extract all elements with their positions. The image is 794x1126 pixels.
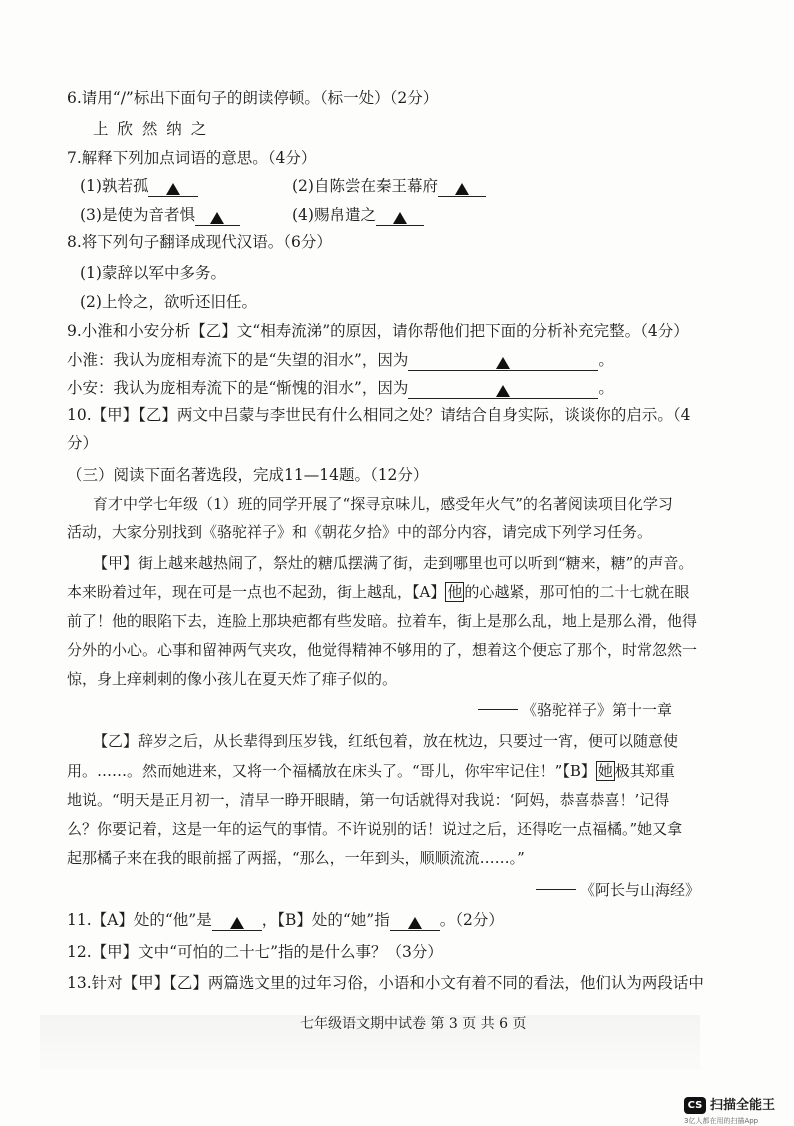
triangle-icon [230,917,244,929]
q8-item-1: (1)蒙辞以军中多务。 [80,264,226,282]
answer-blank[interactable] [408,381,598,399]
triangle-icon [455,183,469,195]
question-9: 9.小淮和小安分析【乙】文“相寿流涕”的原因，请你帮他们把下面的分析补充完整。（4分） [67,322,689,340]
passage-yi-line: 【乙】辞岁之后，从长辈得到压岁钱，红纸包着，放在枕边，只要过一宵，便可以随意使 [93,732,679,750]
passage-yi-line: 起那橘子来在我的眼前摇了两摇，“那么，一年到头，顺顺流流……。” [67,849,525,867]
answer-blank[interactable] [390,913,440,931]
passage-yi-line: 么？你要记着，这是一年的运气的事情。不许说别的话！说过之后，还得吃一点福橘。”她又拿 [67,820,683,838]
passage-jia-source: 《骆驼祥子》第十一章 [478,700,672,720]
q7-item-2: (2)自陈尝在秦王幕府 [292,176,486,197]
passage-jia-line: 分外的小心。心事和留神两气夹攻，他觉得精神不够用的了，想着这个便忘了那个，时常忽然一 [67,641,698,659]
section-3-intro: 育才中学七年级（1）班的同学开展了“探寻京味儿，感受年火气”的名著阅读项目化学习 [93,495,673,513]
question-13: 13.针对【甲】【乙】两篇选文里的过年习俗，小语和小文有着不同的看法，他们认为两段话中 [67,974,704,992]
question-6-sentence: 上 欣 然 纳 之 [93,120,209,138]
question-12: 12.【甲】文中“可怕的二十七”指的是什么事？（3分） [67,943,443,961]
q8-item-2: (2)上怜之，欲听还旧任。 [80,293,257,311]
page-footer: 七年级语文期中试卷 第 3 页 共 6 页 [300,1016,527,1032]
section-3-title: （三）阅读下面名著选段，完成11—14题。（12分） [67,466,429,484]
q9-an: 小安：我认为庞相寿流下的是“惭愧的泪水”，因为 。 [67,379,614,397]
answer-blank[interactable] [195,208,240,226]
answer-blank[interactable] [438,179,486,197]
question-10-cont: 分） [67,434,99,452]
question-11: 11.【A】处的“他”是 ，【B】处的“她”指 。（2分） [67,911,504,929]
question-7: 7.解释下列加点词语的意思。（4分） [67,149,317,167]
passage-yi-line: 地说。“明天是正月初一，清早一睁开眼睛，第一句话就得对我说：‘阿妈，恭喜恭喜！’记得 [67,791,670,809]
question-6: 6.请用“/”标出下面句子的朗读停顿。（标一处）（2分） [67,89,439,107]
marked-word-a: 他 [447,583,463,601]
triangle-icon [166,183,180,195]
question-10: 10.【甲】【乙】两文中吕蒙与李世民有什么相同之处？请结合自身实际，谈谈你的启示。（4 [67,406,691,424]
passage-jia-line: 本来盼着过年，现在可是一点也不起劲，街上越乱，【A】 他 的心越紧，那可怕的二十七就在眼 [67,583,690,601]
passage-yi-line: 用。……。然而她进来，又将一个福橘放在床头了。“哥儿，你牢牢记住！”【B】 她 极其郑重 [67,762,675,780]
passage-yi-source: 《阿长与山海经》 [536,880,700,900]
cs-logo-icon: CS [684,1097,706,1114]
passage-jia-line: 惊，身上痒刺刺的像小孩儿在夏天炸了痱子似的。 [67,670,398,688]
answer-blank[interactable] [212,913,262,931]
triangle-icon [210,212,224,224]
answer-blank[interactable] [376,208,424,226]
passage-jia-line: 【甲】街上越来越热闹了，祭灶的糖瓜摆满了街，走到哪里也可以听到“糖来，糖”的声音。 [93,554,694,572]
brand-tagline: 3亿人都在用的扫描App [684,1117,759,1125]
triangle-icon [496,385,510,397]
triangle-icon [496,357,510,369]
marked-word-b: 她 [597,762,613,780]
q7-item-1: (1)孰若孤 [80,176,198,197]
passage-jia-line: 前了！他的眼陷下去，连脸上那块疤都有些发暗。拉着车，街上是那么乱，地上是那么滑，他得 [67,612,698,630]
answer-blank[interactable] [148,179,198,197]
section-3-intro-cont: 活动，大家分别找到《骆驼祥子》和《朝花夕拾》中的部分内容，请完成下列学习任务。 [67,523,653,541]
answer-blank[interactable] [408,353,598,371]
triangle-icon [393,212,407,224]
q7-item-4: (4)赐帛遣之 [292,205,424,226]
q9-huai: 小淮：我认为庞相寿流下的是“失望的泪水”，因为 。 [67,351,614,369]
brand-name: 扫描全能王 [710,1098,776,1113]
q7-item-3: (3)是使为音者惧 [80,205,240,226]
triangle-icon [408,917,422,929]
question-8: 8.将下列句子翻译成现代汉语。（6分） [67,233,332,251]
